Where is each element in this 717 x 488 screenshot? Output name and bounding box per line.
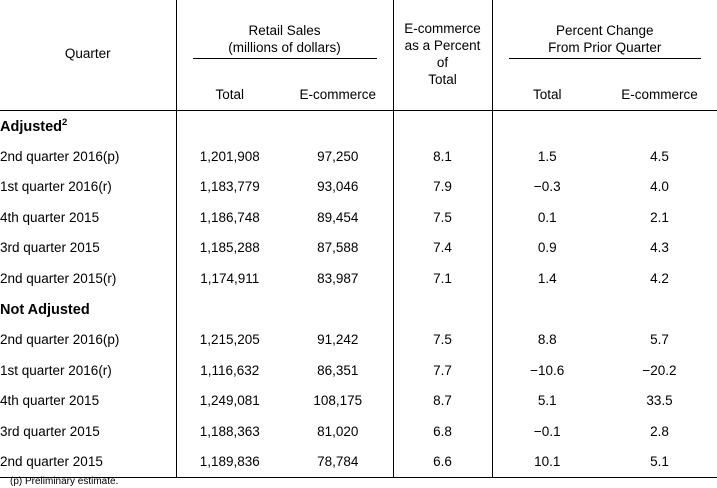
row-ecommerce-percent-value: 8.1 (393, 141, 492, 172)
group-spacer-cell (283, 294, 393, 325)
row-change-total-value: 10.1 (534, 454, 561, 469)
header-percent-change (492, 0, 717, 82)
row-ecommerce-percent-value: 7.9 (393, 172, 492, 203)
row-ecommerce-value: 86,351 (283, 355, 393, 386)
row-change-total-value: −0.1 (533, 423, 561, 439)
table-row (0, 325, 717, 356)
row-ecommerce-percent-value: 6.8 (393, 416, 492, 447)
row-change-total-value: −10.6 (530, 362, 565, 378)
header-sub-ecommerce-change-label: E-commerce (621, 87, 698, 103)
row-change-total-value: 0.1 (537, 209, 557, 225)
row-ecommerce-value: 81,020 (283, 416, 393, 447)
group-spacer-cell (176, 294, 283, 325)
group-header-row (0, 110, 717, 141)
header-ecommerce-percent-line1: E-commerce (404, 21, 481, 36)
row-change-ecommerce-value: 5.7 (650, 332, 669, 348)
row-ecommerce-value: 89,454 (283, 202, 393, 233)
header-retail-sales (176, 0, 393, 82)
row-change-ecommerce-value: 4.2 (650, 270, 669, 286)
row-ecommerce-percent-value: 7.4 (393, 233, 492, 264)
table-footnote: (p) Preliminary estimate. (10, 475, 119, 487)
header-sub-total-change (492, 82, 602, 110)
header-retail-sales-underline (193, 23, 377, 60)
row-change-total-value: −0.3 (533, 179, 561, 195)
header-percent-change-underline (509, 23, 702, 60)
row-ecommerce-percent-value: 8.7 (393, 386, 492, 417)
group-spacer-cell (602, 110, 717, 141)
row-quarter-label: 3rd quarter 2015 (0, 233, 176, 264)
row-quarter-label: 4th quarter 2015 (0, 202, 176, 233)
header-retail-sales-line1: Retail Sales (248, 22, 321, 38)
row-ecommerce-percent-value: 7.7 (393, 355, 492, 386)
header-sub-ecommerce-retail (283, 82, 393, 110)
group-spacer-cell (492, 110, 602, 141)
group-spacer-cell (176, 110, 283, 141)
header-quarter (0, 0, 176, 110)
group-spacer-cell (602, 294, 717, 325)
row-total-value: 1,188,363 (199, 423, 260, 439)
row-ecommerce-value: 93,046 (283, 172, 393, 203)
row-quarter-label: 3rd quarter 2015 (0, 416, 176, 447)
row-ecommerce-value: 78,784 (283, 447, 393, 478)
row-change-total-value: 1.5 (537, 148, 557, 164)
group-title-adjusted (0, 110, 176, 141)
group-spacer-cell (393, 110, 492, 141)
row-change-total-value: 0.9 (537, 240, 557, 256)
row-change-ecommerce-value: 2.1 (650, 209, 669, 225)
row-ecommerce-percent-value: 7.5 (393, 202, 492, 233)
group-spacer-cell (283, 110, 393, 141)
row-quarter-label: 2nd quarter 2015 (0, 447, 176, 478)
row-change-ecommerce-value: 4.3 (650, 240, 669, 256)
row-quarter-label: 2nd quarter 2016(p) (0, 141, 176, 172)
row-total-value: 1,215,205 (199, 332, 260, 348)
header-sub-total-retail (176, 82, 283, 110)
row-change-ecommerce-value: −20.2 (642, 362, 677, 378)
row-change-total-value: 5.1 (537, 393, 557, 409)
header-sub-total-retail-label: Total (215, 87, 245, 103)
row-change-total-value: 1.4 (537, 270, 557, 286)
header-ecommerce-percent-line2: as a Percent (404, 37, 481, 53)
row-ecommerce-value: 91,242 (283, 325, 393, 356)
row-total-value: 1,201,908 (199, 148, 260, 164)
row-change-total-value: 8.8 (537, 332, 557, 348)
row-ecommerce-percent-value: 6.6 (393, 447, 492, 478)
row-change-ecommerce-value: 5.1 (650, 454, 669, 469)
group-spacer-cell (492, 294, 602, 325)
group-title-not-adjusted-label: Not Adjusted (0, 301, 90, 318)
group-title-not-adjusted (0, 294, 176, 325)
header-sub-ecommerce-retail-label: E-commerce (299, 87, 376, 103)
row-quarter-label: 1st quarter 2016(r) (0, 355, 176, 386)
row-quarter-label: 4th quarter 2015 (0, 386, 176, 417)
table-row (0, 141, 717, 172)
row-ecommerce-percent-value: 7.5 (393, 325, 492, 356)
header-retail-sales-line2: (millions of dollars) (228, 39, 341, 55)
header-sub-total-change-label: Total (532, 87, 562, 103)
header-percent-change-line1: Percent Change (555, 22, 654, 38)
row-total-value: 1,116,632 (200, 362, 260, 378)
row-ecommerce-value: 97,250 (283, 141, 393, 172)
table-row (0, 202, 717, 233)
header-row-top (0, 0, 717, 82)
header-percent-change-line2: From Prior Quarter (548, 39, 662, 55)
table-row (0, 447, 717, 478)
row-change-ecommerce-value: 4.5 (650, 148, 669, 164)
row-change-ecommerce-value: 33.5 (646, 393, 673, 409)
row-total-value: 1,186,748 (199, 209, 260, 225)
row-quarter-label: 2nd quarter 2015(r) (0, 263, 176, 294)
row-ecommerce-percent-value: 7.1 (393, 263, 492, 294)
row-total-value: 1,183,779 (199, 179, 260, 195)
group-title-adjusted-label: Adjusted (0, 118, 63, 135)
row-ecommerce-value: 87,588 (283, 233, 393, 264)
header-ecommerce-percent-line3: of (436, 54, 449, 70)
table-row (0, 416, 717, 447)
row-total-value: 1,185,288 (199, 240, 260, 256)
row-quarter-label: 1st quarter 2016(r) (0, 172, 176, 203)
row-total-value: 1,189,836 (199, 454, 260, 469)
table-row (0, 386, 717, 417)
header-ecommerce-percent (393, 0, 492, 110)
group-title-adjusted-superscript: 2 (62, 116, 68, 128)
header-sub-ecommerce-change (602, 82, 717, 110)
header-quarter-label: Quarter (64, 46, 111, 62)
row-change-ecommerce-value: 4.0 (650, 179, 669, 195)
table-row (0, 263, 717, 294)
group-spacer-cell (393, 294, 492, 325)
table-header (0, 0, 717, 110)
row-total-value: 1,174,911 (200, 270, 260, 286)
row-quarter-label: 2nd quarter 2016(p) (0, 325, 176, 356)
table-row (0, 172, 717, 203)
table-body (0, 110, 717, 477)
row-ecommerce-value: 83,987 (283, 263, 393, 294)
row-ecommerce-value: 108,175 (283, 386, 393, 417)
table-row (0, 355, 717, 386)
row-change-ecommerce-value: 2.8 (650, 423, 669, 439)
header-ecommerce-percent-line4: Total (428, 71, 457, 87)
row-total-value: 1,249,081 (199, 393, 260, 409)
group-header-row (0, 294, 717, 325)
table-row (0, 233, 717, 264)
